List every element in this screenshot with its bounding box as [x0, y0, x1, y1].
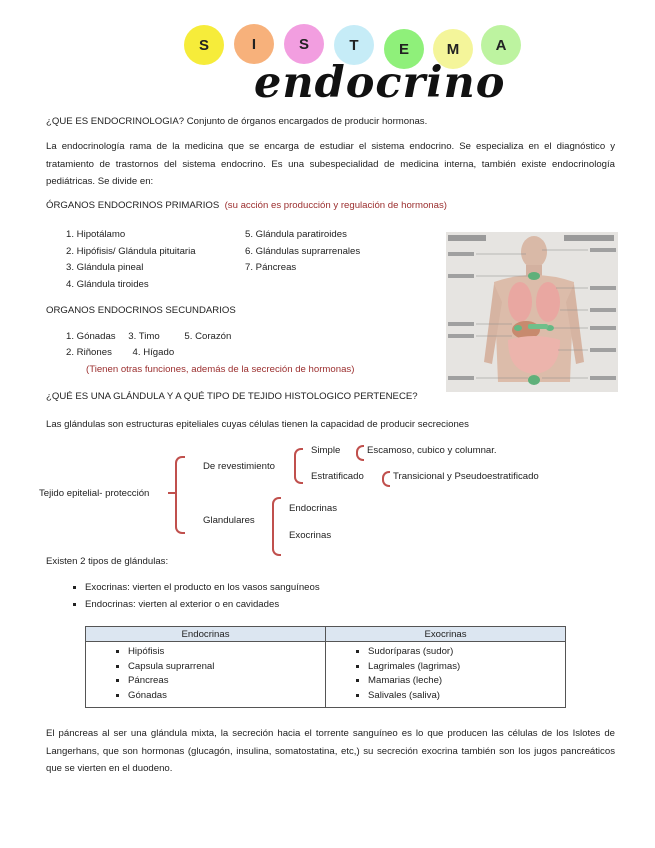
tree-brace-revestimiento	[294, 448, 303, 484]
gland-types-list	[65, 579, 320, 613]
secondary-organs-row	[66, 347, 174, 358]
title-letter-circle: M	[433, 29, 473, 69]
secondary-organs-heading: ORGANOS ENDOCRINOS SECUNDARIOS	[46, 305, 236, 316]
primary-organs-heading	[46, 200, 447, 211]
table-cell-endocrinas	[86, 642, 326, 708]
primary-heading-text: ÓRGANOS ENDOCRINOS PRIMARIOS	[46, 200, 220, 211]
tree-exocrinas: Exocrinas	[289, 530, 332, 541]
intro-question: ¿QUE ES ENDOCRINOLOGIA? Conjunto de órganos encargados de producir hormonas.	[46, 116, 428, 127]
list-item: ▪ Lagrimales (lagrimas)	[368, 660, 565, 675]
table-header: Endocrinas	[86, 627, 326, 642]
title-letter-circle: I	[234, 24, 274, 64]
tree-simple-types: Escamoso, cubico y columnar.	[367, 445, 497, 456]
list-item: 1. Hipotálamo	[66, 229, 126, 240]
title-letter-circle: S	[184, 25, 224, 65]
primary-organs-list-left	[66, 227, 196, 293]
tree-brace-simple	[356, 445, 364, 461]
primary-heading-note: (su acción es producción y regulación de hormonas)	[224, 200, 447, 211]
list-item: 3. Timo	[128, 331, 160, 342]
list-item: ▪ Exocrinas: vierten el producto en los vasos sanguíneos	[85, 579, 320, 596]
gland-definition: Las glándulas son estructuras epiteliales cuyas células tienen la capacidad de producir secreciones	[46, 419, 469, 430]
anatomy-illustration	[446, 232, 618, 392]
intro-paragraph: La endocrinología rama de la medicina que se encarga de estudiar el sistema endocrino. Se especializa en el diagnóstico y tratamiento de trastornos del sistema endocrino. Es una subespecialidad de medicina interna, también existe endocrinología pediátricas. Se divide en:	[46, 141, 615, 187]
list-item: 2. Riñones	[66, 347, 112, 358]
list-item: 2. Hipófisis/ Glándula pituitaria	[66, 245, 196, 257]
tree-brace-estratificado	[382, 471, 390, 487]
list-item: ▪ Páncreas	[128, 674, 325, 689]
list-item: 5. Glándula paratiroides	[245, 229, 347, 240]
list-item: 7. Páncreas	[245, 262, 297, 273]
list-item: ▪ Capsula suprarrenal	[128, 660, 325, 675]
secondary-organs-row	[66, 331, 231, 342]
tree-glandulares: Glandulares	[203, 515, 255, 526]
list-item: 4. Glándula tiroides	[66, 278, 149, 290]
table-row	[86, 642, 566, 708]
title-letter-circle: A	[481, 25, 521, 65]
list-item: ▪ Hipófisis	[128, 645, 325, 660]
tree-simple: Simple	[311, 445, 341, 456]
list-item: 4. Hígado	[132, 347, 175, 358]
title-letter-circle: S	[284, 24, 324, 64]
list-item: ▪ Salivales (saliva)	[368, 689, 565, 704]
glands-table	[85, 626, 566, 708]
endocrine-body-image	[446, 232, 618, 392]
title-letter-circle: T	[334, 25, 374, 65]
list-item: 1. Gónadas	[66, 331, 116, 342]
tree-endocrinas: Endocrinas	[289, 503, 337, 514]
title-letter-circle: E	[384, 29, 424, 69]
tree-estratificado-types: Transicional y Pseudoestratificado	[393, 471, 539, 482]
list-item: 6. Glándulas suprarrenales	[245, 245, 361, 257]
closing-paragraph: El páncreas al ser una glándula mixta, la secreción hacia el torrente sanguíneo es lo que producen las células de los Islotes de Langerhans, que son hormonas (glucagón, insulina, somatostatina, etc,) su secreción exocrina también son los jugos pancreáticos que se vierten en el duodeno.	[46, 728, 615, 774]
list-item: ▪ Mamarias (leche)	[368, 674, 565, 689]
secondary-organs-note: (Tienen otras funciones, además de la secreción de hormonas)	[86, 364, 355, 375]
primary-organs-list-right	[245, 227, 360, 277]
gland-question: ¿QUÉ ES UNA GLÁNDULA Y A QUÉ TIPO DE TEJIDO HISTOLOGICO PERTENECE?	[46, 391, 418, 402]
tree-estratificado: Estratificado	[311, 471, 364, 482]
list-item: 3. Glándula pineal	[66, 262, 144, 273]
table-header: Exocrinas	[326, 627, 566, 642]
tree-brace-glandulares	[272, 497, 281, 556]
gland-types-intro: Existen 2 tipos de glándulas:	[46, 556, 169, 567]
list-item: ▪ Gónadas	[128, 689, 325, 704]
tree-root: Tejido epitelial- protección	[39, 488, 150, 499]
tree-brace-main	[175, 456, 185, 534]
list-item: ▪ Endocrinas: vierten al exterior o en cavidades	[85, 596, 320, 613]
page-subtitle: endocrino	[254, 58, 506, 108]
list-item: ▪ Sudoríparas (sudor)	[368, 645, 565, 660]
table-cell-exocrinas	[326, 642, 566, 708]
list-item: 5. Corazón	[184, 331, 232, 342]
tree-revestimiento: De revestimiento	[203, 461, 275, 472]
